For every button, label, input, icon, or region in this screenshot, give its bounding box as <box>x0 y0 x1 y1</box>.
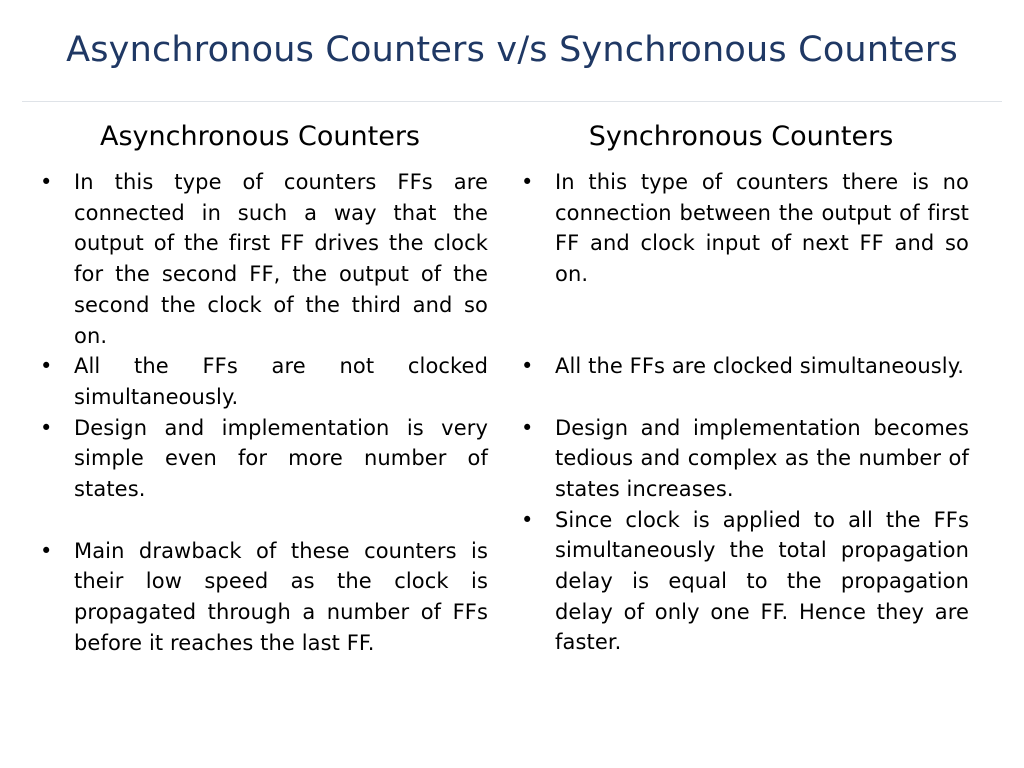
bullet-icon: • <box>521 170 534 194</box>
list-item <box>513 167 969 290</box>
bullet-icon: • <box>521 353 534 378</box>
slide-title: Asynchronous Counters v/s Synchronous Counters <box>66 30 958 70</box>
list-item <box>513 505 969 659</box>
list-item <box>513 413 969 505</box>
bullet-icon: • <box>40 415 53 440</box>
asynchronous-column <box>32 115 488 659</box>
asynchronous-list <box>32 167 488 659</box>
list-item-text: Main drawback of these counters is their low speed as the clock is propagated through a number of FFs before it reaches the last FF. <box>74 538 488 655</box>
synchronous-column <box>513 115 969 658</box>
bullet-icon: • <box>40 354 53 379</box>
bullet-icon: • <box>40 538 53 563</box>
synchronous-heading: Synchronous Counters <box>588 121 894 152</box>
list-item-text: In this type of counters there is no connection between the output of first FF and clock input of next FF and so on. <box>555 170 969 287</box>
list-item <box>32 413 488 505</box>
list-item-text: Design and implementation is very simple even for more number of states. <box>74 415 488 502</box>
asynchronous-heading: Asynchronous Counters <box>100 121 420 152</box>
list-item-text: In this type of counters FFs are connected in such a way that the output of the first FF drives the clock for the second FF, the output of the second the clock of the third and so on. <box>74 170 488 348</box>
list-item <box>513 351 969 382</box>
synchronous-list <box>513 167 969 658</box>
list-item-text: All the FFs are clocked simultaneously. <box>555 353 965 378</box>
list-item-text: Since clock is applied to all the FFs simultaneously the total propagation delay is equal to the propagation delay of only one FF. Hence they are faster. <box>555 507 969 655</box>
list-item <box>32 536 488 659</box>
list-item <box>32 167 488 351</box>
title-divider <box>22 101 1002 102</box>
bullet-icon: • <box>40 170 53 194</box>
bullet-icon: • <box>521 415 534 440</box>
list-item-text: All the FFs are not clocked simultaneously. <box>74 354 488 409</box>
bullet-icon: • <box>521 507 534 532</box>
list-item-text: Design and implementation becomes tedious and complex as the number of states increases. <box>555 415 969 501</box>
list-item <box>32 351 488 412</box>
